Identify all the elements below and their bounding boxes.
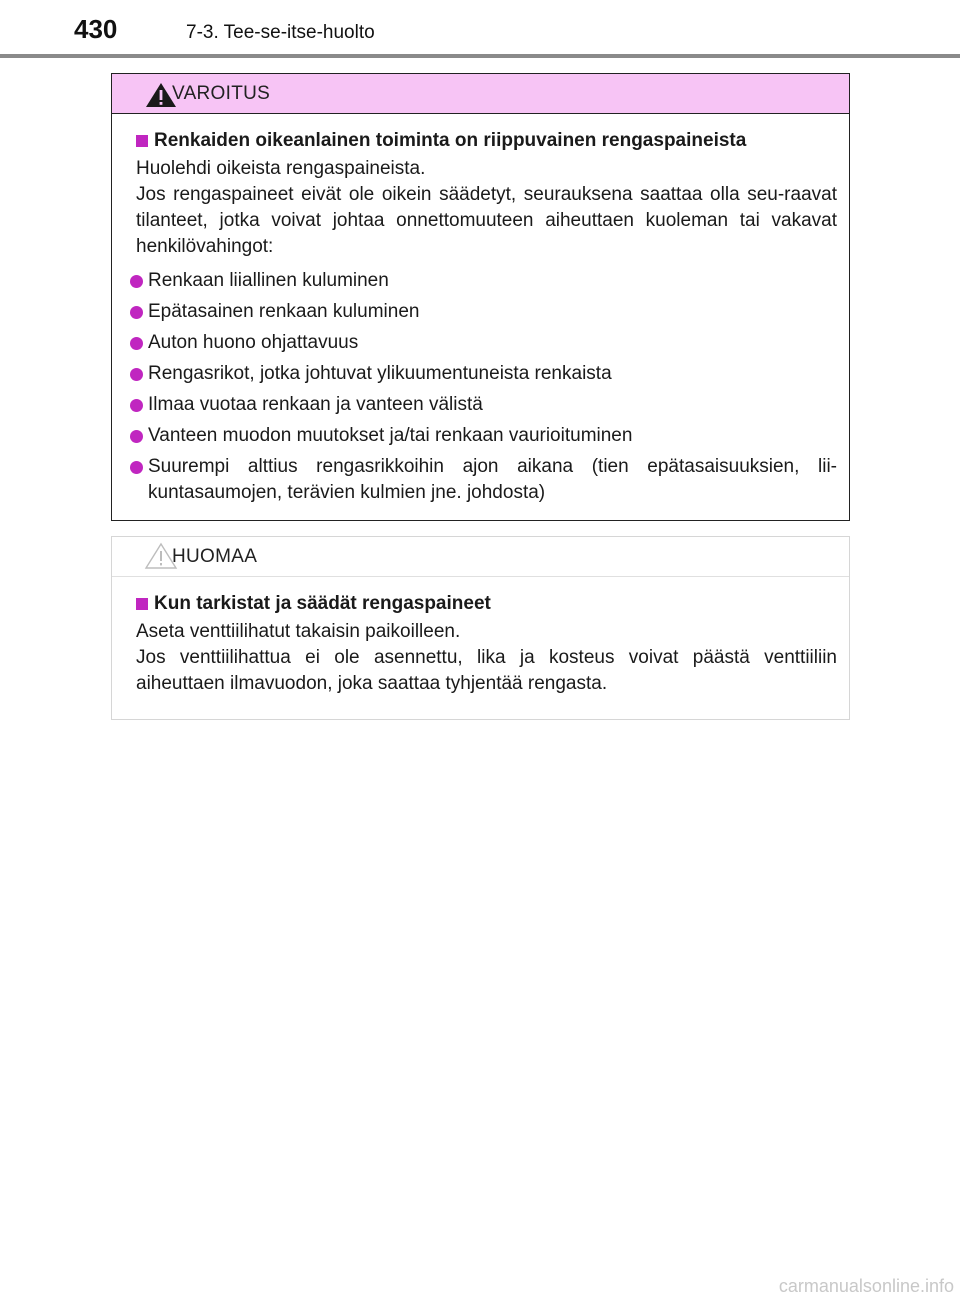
list-item-text: Vanteen muodon muutokset ja/tai renkaan vaurioituminen bbox=[148, 425, 633, 446]
notice-topic bbox=[136, 591, 837, 617]
warning-paragraph: Huolehdi oikeista rengaspaineista. bbox=[136, 158, 426, 179]
dot-bullet-icon bbox=[130, 306, 143, 319]
list-item bbox=[136, 361, 837, 387]
list-item-text: Auton huono ohjattavuus bbox=[148, 332, 359, 353]
notice-box bbox=[111, 536, 850, 720]
list-item-text: Suurempi alttius rengasrikkoihin ajon aikana (tien epätasaisuuksien, lii-kuntasaumojen, terävien kulmien jne. johdosta) bbox=[148, 456, 837, 503]
warning-list bbox=[136, 268, 837, 506]
header-rule bbox=[0, 54, 960, 58]
list-item-text: Ilmaa vuotaa renkaan ja vanteen välistä bbox=[148, 394, 483, 415]
square-bullet-icon bbox=[136, 135, 148, 147]
list-item bbox=[136, 392, 837, 418]
warning-body bbox=[112, 114, 849, 506]
notice-body bbox=[112, 577, 849, 697]
warning-text bbox=[136, 156, 837, 260]
section-title: 7-3. Tee-se-itse-huolto bbox=[186, 22, 375, 43]
list-item bbox=[136, 268, 837, 294]
list-item bbox=[136, 454, 837, 506]
warning-label: VAROITUS bbox=[172, 83, 271, 104]
list-item-text: Epätasainen renkaan kuluminen bbox=[148, 301, 420, 322]
notice-text bbox=[136, 619, 837, 697]
dot-bullet-icon bbox=[130, 461, 143, 474]
notice-paragraph: Aseta venttiilihatut takaisin paikoilleen. bbox=[136, 621, 461, 642]
warning-topic bbox=[136, 128, 837, 154]
list-item bbox=[136, 330, 837, 356]
list-item-text: Rengasrikot, jotka johtuvat ylikuumentuneista renkaista bbox=[148, 363, 612, 384]
list-item-text: Renkaan liiallinen kuluminen bbox=[148, 270, 389, 291]
notice-topic-text: Kun tarkistat ja säädät rengaspaineet bbox=[154, 593, 491, 614]
notice-paragraph: Jos venttiilihattua ei ole asennettu, lika ja kosteus voivat päästä venttiiliin aiheuttaen ilmavuodon, joka saattaa tyhjentää rengasta. bbox=[136, 647, 837, 694]
notice-label: HUOMAA bbox=[172, 546, 258, 567]
list-item bbox=[136, 299, 837, 325]
warning-header bbox=[112, 74, 849, 114]
watermark: carmanualsonline.info bbox=[778, 1276, 954, 1296]
dot-bullet-icon bbox=[130, 337, 143, 350]
square-bullet-icon bbox=[136, 598, 148, 610]
warning-topic-text: Renkaiden oikeanlainen toiminta on riippuvainen rengaspaineista bbox=[154, 130, 747, 151]
dot-bullet-icon bbox=[130, 430, 143, 443]
dot-bullet-icon bbox=[130, 399, 143, 412]
warning-box bbox=[111, 73, 850, 521]
notice-header bbox=[112, 537, 849, 577]
page-header bbox=[0, 0, 960, 58]
dot-bullet-icon bbox=[130, 368, 143, 381]
list-item bbox=[136, 423, 837, 449]
page-number: 430 bbox=[74, 14, 118, 44]
warning-paragraph: Jos rengaspaineet eivät ole oikein säädetyt, seurauksena saattaa olla seu-raavat tilanteet, jotka voivat johtaa onnettomuuteen aiheuttaen kuoleman tai vakavat henkilövahingot: bbox=[136, 184, 837, 257]
dot-bullet-icon bbox=[130, 275, 143, 288]
